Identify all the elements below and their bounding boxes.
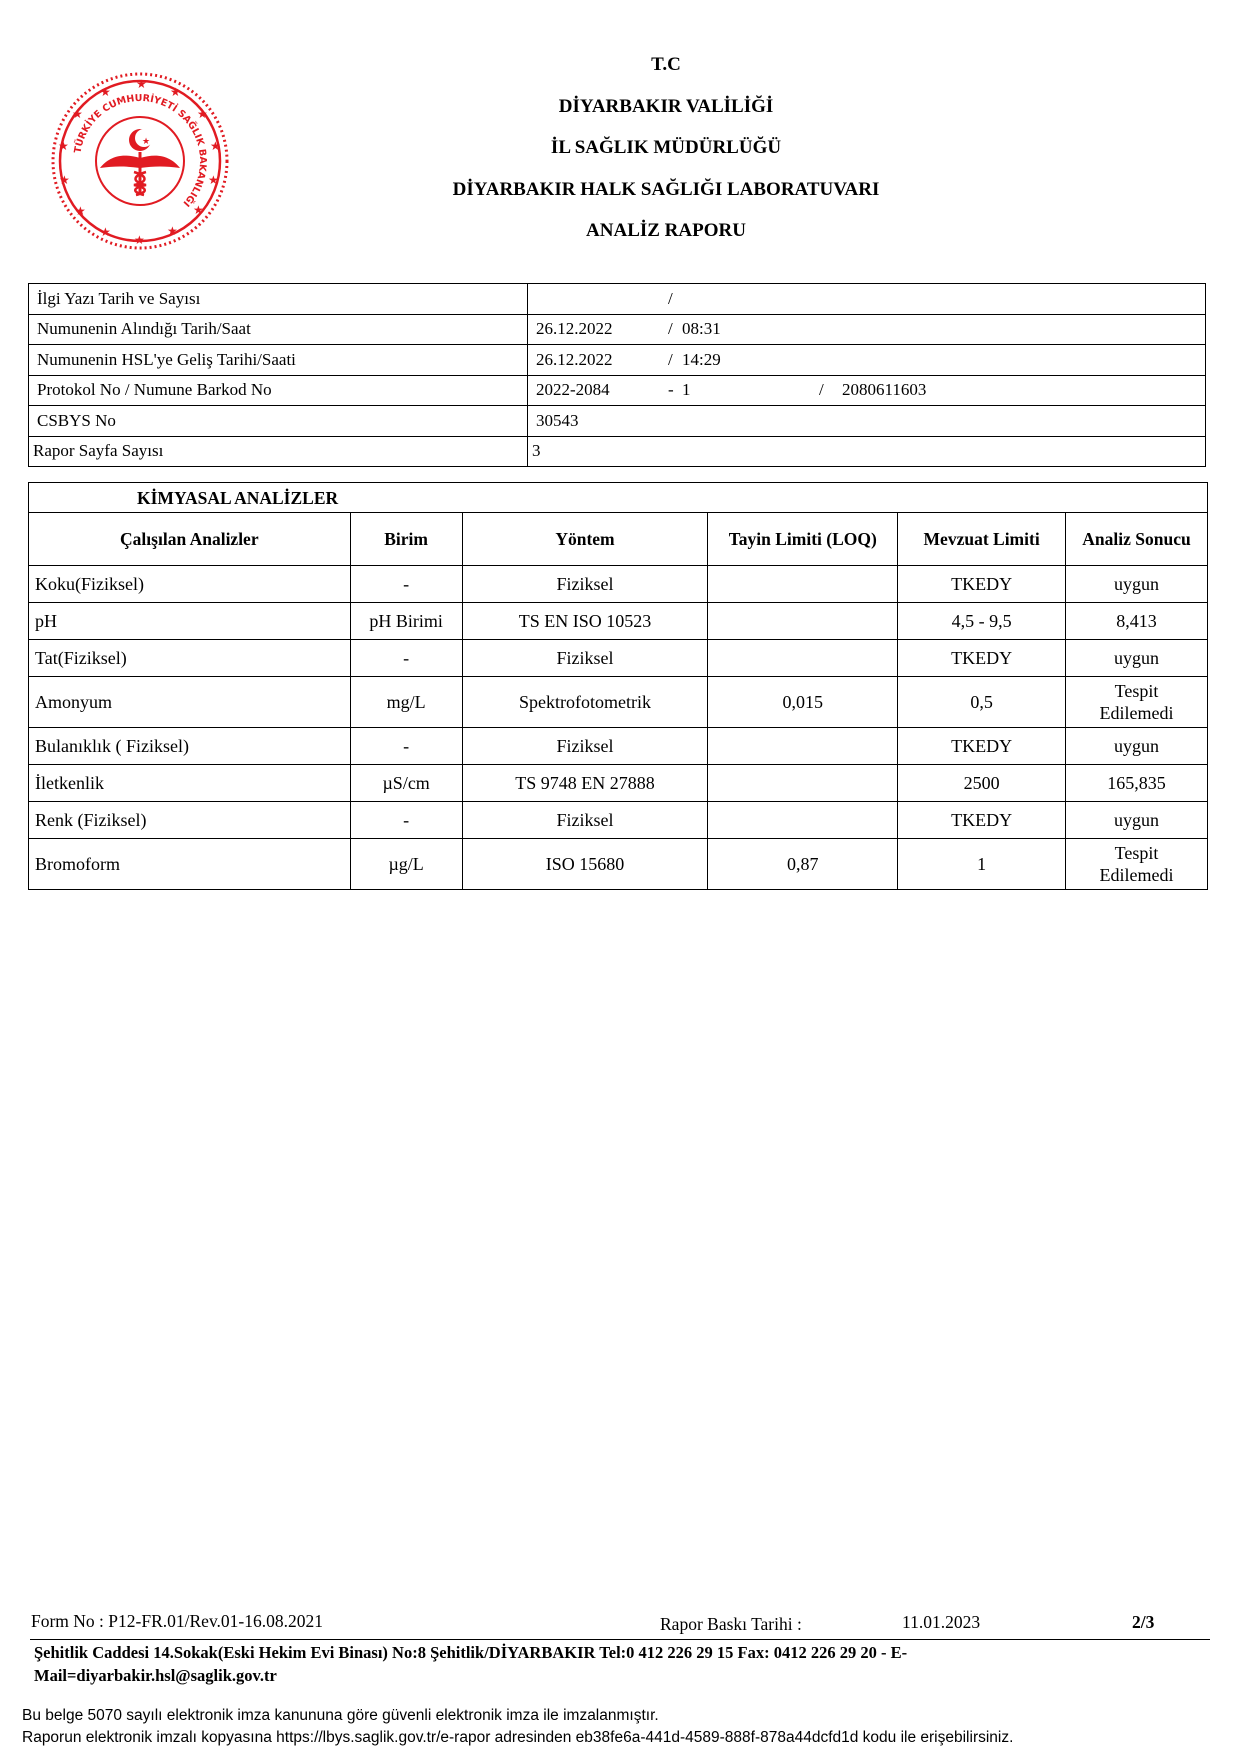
loq: 0,015 [708, 677, 898, 728]
info-value: 30543 [528, 406, 1206, 437]
info-row [29, 406, 1206, 437]
svg-text:★: ★ [134, 233, 145, 247]
info-row [29, 314, 1206, 345]
column-header: Analiz Sonucu [1066, 513, 1208, 566]
info-row [29, 375, 1206, 406]
info-label: Numunenin HSL'ye Geliş Tarihi/Saati [29, 345, 528, 376]
address-line-1: Şehitlik Caddesi 14.Sokak(Eski Hekim Evi Binası) No:8 Şehitlik/DİYARBAKIR Tel:0 412 226 29 15 Fax: 0412 226 29 20 - E- [34, 1643, 908, 1662]
table-row [29, 839, 1208, 890]
info-row [29, 436, 1206, 467]
column-header: Yöntem [462, 513, 708, 566]
unit: - [350, 728, 462, 765]
analysis-name: Tat(Fiziksel) [29, 640, 351, 677]
svg-text:★: ★ [59, 173, 70, 187]
e-signature-note: Bu belge 5070 sayılı elektronik imza kanununa göre güvenli elektronik imza ile imzalanmıştır. [22, 1707, 659, 1724]
method: Fiziksel [462, 566, 708, 603]
result: Tespit Edilemedi [1066, 839, 1208, 890]
header-report-title: ANALİZ RAPORU [586, 220, 746, 241]
column-header: Tayin Limiti (LOQ) [708, 513, 898, 566]
column-header: Birim [350, 513, 462, 566]
method: TS 9748 EN 27888 [462, 765, 708, 802]
regulatory-limit: TKEDY [898, 802, 1066, 839]
info-label: Rapor Sayfa Sayısı [29, 436, 528, 467]
result: uygun [1066, 640, 1208, 677]
svg-text:★: ★ [167, 224, 178, 238]
loq: 0,87 [708, 839, 898, 890]
print-date-label: Rapor Baskı Tarihi : [660, 1614, 802, 1634]
svg-text:★: ★ [170, 85, 181, 99]
info-value: 26.12.2022 / 08:31 [528, 314, 1206, 345]
result: uygun [1066, 802, 1208, 839]
form-number: Form No : P12-FR.01/Rev.01-16.08.2021 [31, 1611, 324, 1631]
header-tc: T.C [651, 54, 681, 75]
info-label: Numunenin Alındığı Tarih/Saat [29, 314, 528, 345]
method: Spektrofotometrik [462, 677, 708, 728]
lab-address [34, 1641, 1074, 1687]
svg-text:★: ★ [142, 137, 151, 147]
regulatory-limit: 2500 [898, 765, 1066, 802]
info-label: CSBYS No [29, 406, 528, 437]
analysis-name: İletkenlik [29, 765, 351, 802]
svg-text:★: ★ [136, 77, 147, 91]
column-header: Çalışılan Analizler [29, 513, 351, 566]
page-number: 2/3 [1132, 1612, 1155, 1632]
method: Fiziksel [462, 640, 708, 677]
address-line-2: Mail=diyarbakir.hsl@saglik.gov.tr [34, 1666, 277, 1685]
result: Tespit Edilemedi [1066, 677, 1208, 728]
info-value: 3 [528, 436, 1206, 467]
table-row [29, 640, 1208, 677]
info-label: İlgi Yazı Tarih ve Sayısı [29, 284, 528, 315]
column-header: Mevzuat Limiti [898, 513, 1066, 566]
unit: - [350, 640, 462, 677]
table-row [29, 566, 1208, 603]
table-row [29, 728, 1208, 765]
result: uygun [1066, 728, 1208, 765]
unit: - [350, 802, 462, 839]
method: ISO 15680 [462, 839, 708, 890]
info-row [29, 345, 1206, 376]
result: 8,413 [1066, 603, 1208, 640]
svg-text:★: ★ [197, 107, 208, 121]
unit: µg/L [350, 839, 462, 890]
header-health-directorate: İL SAĞLIK MÜDÜRLÜĞÜ [550, 137, 782, 158]
analysis-name: Amonyum [29, 677, 351, 728]
table-header-row [29, 513, 1208, 566]
unit: µS/cm [350, 765, 462, 802]
info-row [29, 284, 1206, 315]
loq [708, 802, 898, 839]
regulatory-limit: 0,5 [898, 677, 1066, 728]
table-row [29, 603, 1208, 640]
regulatory-limit: 1 [898, 839, 1066, 890]
svg-text:★: ★ [72, 107, 83, 121]
analysis-name: pH [29, 603, 351, 640]
regulatory-limit: TKEDY [898, 566, 1066, 603]
svg-text:★: ★ [100, 225, 111, 239]
info-value: 26.12.2022 / 14:29 [528, 345, 1206, 376]
info-value: / [528, 284, 1206, 315]
analysis-name: Koku(Fiziksel) [29, 566, 351, 603]
header-governorship: DİYARBAKIR VALİLİĞİ [558, 95, 774, 117]
loq [708, 640, 898, 677]
table-row [29, 765, 1208, 802]
svg-text:★: ★ [208, 173, 219, 187]
info-label: Protokol No / Numune Barkod No [29, 375, 528, 406]
regulatory-limit: 4,5 - 9,5 [898, 603, 1066, 640]
svg-text:★: ★ [193, 203, 204, 217]
loq [708, 728, 898, 765]
header-laboratory: DİYARBAKIR HALK SAĞLIĞI LABORATUVARI [452, 178, 880, 200]
svg-text:★: ★ [75, 204, 86, 218]
loq [708, 765, 898, 802]
method: Fiziksel [462, 802, 708, 839]
analysis-name: Renk (Fiziksel) [29, 802, 351, 839]
svg-text:★: ★ [100, 85, 111, 99]
table-row [29, 677, 1208, 728]
result: uygun [1066, 566, 1208, 603]
chemical-analyses-table [28, 482, 1208, 890]
unit: - [350, 566, 462, 603]
regulatory-limit: TKEDY [898, 640, 1066, 677]
method: TS EN ISO 10523 [462, 603, 708, 640]
section-title: KİMYASAL ANALİZLER [29, 483, 1208, 513]
method: Fiziksel [462, 728, 708, 765]
sample-info-table [28, 283, 1206, 467]
regulatory-limit: TKEDY [898, 728, 1066, 765]
result: 165,835 [1066, 765, 1208, 802]
footer-divider [30, 1639, 1210, 1640]
loq [708, 603, 898, 640]
svg-text:★: ★ [210, 139, 221, 153]
loq [708, 566, 898, 603]
info-value: 2022-2084 - 1 / 2080611603 [528, 375, 1206, 406]
report-header [0, 44, 1240, 252]
analysis-name: Bulanıklık ( Fiziksel) [29, 728, 351, 765]
svg-text:★: ★ [58, 139, 69, 153]
analysis-name: Bromoform [29, 839, 351, 890]
logo-ring-text: TÜRKİYE CUMHURİYETİ SAĞLIK BAKANLIĞI [72, 92, 209, 209]
unit: pH Birimi [350, 603, 462, 640]
e-report-verification-note: Raporun elektronik imzalı kopyasına https://lbys.saglik.gov.tr/e-rapor adresinden eb38fe6a-441d-4589-888f-878a44dcfd1d kodu ile erişebilirsiniz. [22, 1729, 1014, 1746]
table-row [29, 802, 1208, 839]
unit: mg/L [350, 677, 462, 728]
print-date: 11.01.2023 [902, 1612, 981, 1632]
